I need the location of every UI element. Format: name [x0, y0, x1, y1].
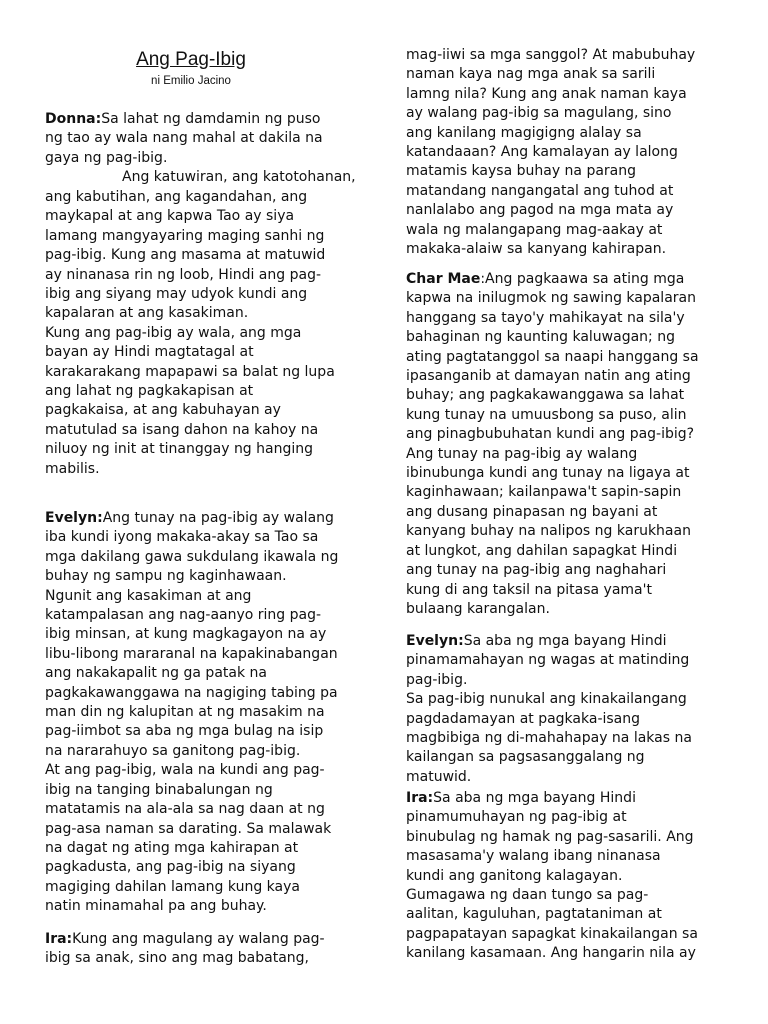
line-text: Sa aba ng mga bayang Hindi [463, 633, 667, 649]
text-line [406, 104, 728, 123]
line-text: nanlalabo ang pagod na mga mata ay [406, 202, 674, 219]
line-text: bulaang karangalan. [406, 600, 550, 617]
text-line [45, 207, 367, 226]
line-text: katampalasan ang nag-aanyo ring pag- [45, 607, 322, 624]
line-text: kapalaran at ang kasakiman. [45, 305, 249, 322]
line-text: bayan ay Hindi magtatagal at [45, 344, 254, 361]
line-text: bahaginan ng kaunting kaluwagan; ng [406, 329, 675, 346]
line-text: matuwid. [406, 768, 472, 785]
document-author: ni Emilio Jacino [151, 75, 231, 87]
text-line [45, 382, 367, 401]
text-line [45, 625, 367, 644]
line-text: matandang nangangatal ang tuhod at [406, 182, 674, 199]
text-line [406, 85, 728, 104]
text-line [406, 240, 728, 259]
text-line [45, 587, 367, 606]
line-text: kailangan sa pagsasanggalang ng [406, 749, 645, 766]
line-text: matamis kaysa buhay na parang [406, 163, 637, 180]
text-line [406, 483, 728, 502]
text-line [45, 722, 367, 741]
text-line [406, 600, 728, 619]
text-line [45, 440, 367, 459]
speaker-name: Ira: [45, 931, 73, 947]
line-text: ang kabutihan, ang kagandahan, ang [45, 189, 308, 205]
text-line [406, 690, 728, 709]
line-text: ang kanilang magigigng alalay sa [406, 124, 642, 141]
text-line [406, 808, 728, 827]
line-text: karakarakang mapapawi sa balat ng lupa [45, 363, 335, 380]
line-text: iba kundi iyong makaka-akay sa Tao sa [45, 529, 319, 546]
line-text: ay ninanasa rin ng loob, Hindi ang pag- [45, 266, 322, 283]
line-text: Gumagawa ng daan tungo sa pag- [406, 887, 649, 904]
text-line [45, 949, 367, 968]
line-text: man din ng kalupitan at ng masakim na [45, 704, 325, 721]
line-text: makaka-alaiw sa kanyang kahirapan. [406, 241, 667, 258]
text-line [45, 460, 367, 479]
line-text: ating pagtatanggol sa naapi hanggang sa [406, 348, 699, 365]
line-text: binubulag ng hamak ng pag-sasarili. Ang [406, 828, 694, 845]
text-line [45, 246, 367, 265]
text-line [406, 710, 728, 729]
line-text: Ang tunay na pag-ibig ay walang [102, 510, 334, 526]
line-text: At ang pag-ibig, wala na kundi ang pag- [45, 762, 325, 779]
text-line [45, 528, 367, 547]
text-line [406, 124, 728, 143]
line-text: ipasanganib at damayan natin ang ating [406, 368, 691, 385]
line-text: ibig na tanging binabalungan ng [45, 781, 273, 798]
text-line [45, 548, 367, 567]
line-text: matatamis na ala-ala sa nag daan at ng [45, 801, 325, 818]
line-text: kung tunay na umuusbong sa puso, alin [406, 406, 687, 423]
text-line [45, 149, 367, 168]
line-text: :Ang pagkaawa sa ating mga [480, 271, 685, 287]
line-text: kaginhawaan; kailanpawa't sapin-sapin [406, 484, 682, 501]
line-text: ang dusang pinapasan ng bayani at [406, 503, 658, 520]
line-text: Sa aba ng mga bayang Hindi [433, 790, 636, 806]
line-text: naman kaya nag mga anak sa sarili [406, 66, 656, 83]
text-line [45, 858, 367, 877]
text-line [406, 789, 728, 808]
line-text: masasama'y walang ibang ninanasa [406, 848, 661, 865]
text-line [406, 542, 728, 561]
paragraph [406, 270, 728, 619]
text-line [406, 182, 728, 201]
line-text: ibig sa anak, sino ang mag babatang, [45, 950, 309, 967]
text-line [45, 800, 367, 819]
line-text: lamang mangyayaring maging sanhi ng [45, 227, 325, 244]
line-text: pag-asa naman sa darating. Sa malawak [45, 820, 332, 837]
line-text: pag-ibig. [406, 671, 468, 688]
line-text: ng tao ay wala nang mahal at dakila na [45, 130, 323, 147]
line-text: ay walang pag-ibig sa magulang, sino [406, 105, 672, 122]
line-text: ang lahat ng pagkakapisan at [45, 383, 254, 400]
line-text: pagdadamayan at pagkaka-isang [406, 710, 641, 727]
text-line [45, 664, 367, 683]
paragraph [45, 188, 367, 479]
line-text: ibinubunga kundi ang tunay na ligaya at [406, 465, 690, 482]
line-text: ibig ang siyang may udyok kundi ang [45, 286, 308, 303]
text-line [406, 143, 728, 162]
line-text: ibig minsan, at kung magkagayon na ay [45, 626, 327, 643]
line-text: wala ng malangapang mag-aakay at [406, 221, 663, 238]
text-line [406, 729, 728, 748]
text-line [45, 227, 367, 246]
line-text: pinamumuhayan ng pag-ibig at [406, 809, 627, 826]
line-text: maykapal at ang kapwa Tao ay siya [45, 208, 295, 225]
text-line [45, 820, 367, 839]
text-line [45, 363, 367, 382]
text-line [45, 742, 367, 761]
speaker-name: Ira: [406, 790, 434, 806]
line-text: katandaaan? Ang kamalayan ay lalong [406, 144, 678, 161]
line-text: kanyang buhay na nalipos ng karukhaan [406, 523, 691, 540]
text-line [406, 925, 728, 944]
line-text: hanggang sa tayo'y mahikayat na sila'y [406, 309, 685, 326]
line-text: lamng nila? Kung ang anak naman kaya [406, 85, 687, 102]
line-text: pagkakawanggawa na nagiging tabing pa [45, 684, 338, 701]
text-line [45, 509, 367, 528]
line-text: magiging dahilan lamang kung kaya [45, 878, 300, 895]
text-line [406, 328, 728, 347]
text-line [406, 348, 728, 367]
line-text: pagkakaisa, at ang kabuhayan ay [45, 402, 281, 419]
line-text: buhay ng sampu ng kaginhawaan. [45, 568, 287, 585]
text-line [45, 897, 367, 916]
text-line [45, 878, 367, 897]
text-line [406, 503, 728, 522]
line-text: magbibiga ng di-mahahapay na lakas na [406, 730, 692, 747]
text-line [406, 201, 728, 220]
text-line [45, 645, 367, 664]
title-block [45, 48, 337, 89]
text-line [406, 847, 728, 866]
text-line [45, 684, 367, 703]
line-text: kundi ang ganitong kalagayan. [406, 867, 623, 884]
paragraph [45, 930, 367, 969]
line-text: Ngunit ang kasakiman at ang [45, 587, 252, 604]
paragraph [45, 509, 367, 917]
paragraph [45, 110, 367, 168]
line-text: buhay; ang pagkakawanggawa sa lahat [406, 387, 685, 404]
speaker-name: Donna: [45, 111, 102, 127]
text-line [406, 386, 728, 405]
line-text: Ang katuwiran, ang katotohanan, [122, 169, 356, 185]
text-line [406, 671, 728, 690]
text-line [406, 46, 728, 65]
text-line [45, 930, 367, 949]
text-line [406, 828, 728, 847]
line-text: mag-iiwi sa mga sanggol? At mabubuhay [406, 47, 696, 63]
line-text: Ang tunay na pag-ibig ay walang [406, 445, 638, 462]
line-text: pinamamahayan ng wagas at matinding [406, 652, 690, 669]
speaker-name: Char Mae [406, 271, 481, 287]
line-text: niluoy ng init at tinanggay ng hanging [45, 441, 314, 458]
line-text: libu-libong mararanal na kapakinabangan [45, 645, 338, 662]
paragraph [406, 632, 728, 787]
text-line [406, 522, 728, 541]
text-line [45, 606, 367, 625]
line-text: kapwa na inilugmok ng sawing kapalaran [406, 290, 696, 307]
text-line [45, 703, 367, 722]
text-line [406, 768, 728, 787]
line-text: na nararahuyo sa ganitong pag-ibig. [45, 742, 301, 759]
text-line [45, 567, 367, 586]
line-text: matutulad sa isang dahon na kahoy na [45, 421, 319, 438]
line-text: Sa pag-ibig nunukal ang kinakailangang [406, 691, 687, 708]
text-line [406, 221, 728, 240]
line-text: ang pinagbubuhatan kundi ang pag-ibig? [406, 426, 695, 443]
text-line [45, 266, 367, 285]
speaker-name: Evelyn: [45, 510, 103, 526]
line-text: pagpapatayan sapagkat kinakailangan sa [406, 925, 698, 942]
text-line [45, 839, 367, 858]
text-line [45, 188, 367, 207]
text-line [406, 406, 728, 425]
line-text: ang nakakapalit ng ga patak na [45, 665, 267, 682]
document-title: Ang Pag-Ibig [136, 49, 246, 70]
text-line [406, 581, 728, 600]
text-line [406, 367, 728, 386]
text-line [406, 445, 728, 464]
text-line [406, 464, 728, 483]
text-line [45, 401, 367, 420]
text-line [406, 561, 728, 580]
text-line [406, 309, 728, 328]
text-line [406, 632, 728, 651]
text-line [45, 304, 367, 323]
text-line [45, 168, 367, 187]
line-text: aalitan, kaguluhan, pagtataniman at [406, 906, 662, 923]
speaker-name: Evelyn: [406, 633, 464, 649]
line-text: kanilang kasamaan. Ang hangarin nila ay [406, 945, 696, 962]
line-text: ang tunay na pag-ibig ang naghahari [406, 562, 667, 579]
text-line [406, 270, 728, 289]
line-text: Sa lahat ng damdamin ng puso [101, 111, 321, 127]
line-text: kung di ang taksil na pitasa yama't [406, 581, 652, 598]
text-line [406, 886, 728, 905]
text-line [406, 289, 728, 308]
text-line [45, 129, 367, 148]
text-line [45, 110, 367, 129]
paragraph [45, 168, 367, 187]
line-text: Kung ang magulang ay walang pag- [72, 931, 325, 947]
text-line [406, 162, 728, 181]
text-line [406, 425, 728, 444]
text-line [45, 781, 367, 800]
text-line [45, 285, 367, 304]
line-text: mabilis. [45, 460, 100, 477]
line-text: gaya ng pag-ibig. [45, 149, 168, 166]
line-text: mga dakilang gawa sukdulang ikawala ng [45, 548, 339, 565]
text-line [45, 324, 367, 343]
line-text: pagkadusta, ang pag-ibig na siyang [45, 859, 296, 876]
line-text: at lungkot, ang dahilan sapagkat Hindi [406, 542, 678, 559]
text-line [406, 65, 728, 84]
text-line [45, 761, 367, 780]
text-line [406, 944, 728, 963]
text-line [45, 421, 367, 440]
line-text: pag-ibig. Kung ang masama at matuwid [45, 247, 326, 264]
text-line [406, 905, 728, 924]
line-text: pag-iimbot sa aba ng mga bulag na isip [45, 723, 324, 740]
line-text: Kung ang pag-ibig ay wala, ang mga [45, 324, 302, 341]
text-line [45, 343, 367, 362]
text-line [406, 867, 728, 886]
paragraph [406, 46, 728, 259]
line-text: natin minamahal pa ang buhay. [45, 898, 267, 915]
paragraph [406, 789, 728, 964]
text-line [406, 748, 728, 767]
line-text: na dagat ng ating mga kahirapan at [45, 839, 299, 856]
text-line [406, 651, 728, 670]
